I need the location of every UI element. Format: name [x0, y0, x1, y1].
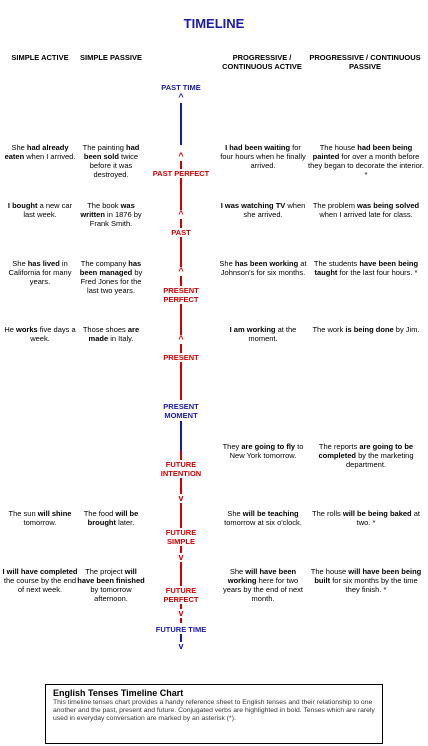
cell-future-simple-progressive-active: She will be teaching tomorrow at six o'clock. [224, 509, 302, 527]
column-header-simple-passive: SIMPLE PASSIVE [80, 53, 142, 62]
timeline-label-future-simple: FUTURE SIMPLE [156, 528, 206, 546]
cell-present-perfect-progressive-active: She has been working at Johnson's for six months. [219, 259, 307, 277]
cell-future-perfect-simple-passive: The project will have been finished by tomorrow afternoon. [77, 567, 145, 603]
timeline-label-past-time: PAST TIME [146, 83, 216, 92]
column-header-progressive-passive: PROGRESSIVE / CONTINUOUS PASSIVE [309, 53, 421, 71]
timeline-axis-past [180, 103, 182, 145]
cell-future-intention-progressive-active: They are going to fly to New York tomorrow. [222, 442, 304, 460]
cell-past-perfect-simple-passive: The painting had been sold twice before it was destroyed. [82, 143, 140, 179]
timeline-arrow-down: v [171, 553, 191, 562]
timeline-label-future-time: FUTURE TIME [146, 625, 216, 634]
cell-present-progressive-passive: The work is being done by Jim. [312, 325, 420, 334]
cell-present-perfect-progressive-passive: The students have been being taught for the last four hours. * [313, 259, 419, 277]
cell-present-progressive-active: I am working at the moment. [229, 325, 297, 343]
timeline-caret: ^ [171, 210, 191, 219]
cell-past-progressive-passive: The problem was being solved when I arrived late for class. [312, 201, 420, 219]
cell-past-perfect-progressive-passive: The house had been being painted for over a month before they began to decorate the interior. * [308, 143, 424, 179]
cell-future-perfect-progressive-passive: The house will have been being built for six months by the time they finish. * [310, 567, 422, 594]
column-header-simple-active: SIMPLE ACTIVE [11, 53, 69, 62]
timeline-axis-present-moment [180, 421, 182, 451]
cell-future-perfect-progressive-active: She will have been working here for two years by the end of next month. [222, 567, 304, 603]
cell-past-progressive-active: I was watching TV when she arrived. [220, 201, 306, 219]
cell-future-perfect-simple-active: I will have completed the course by the end of next week. [2, 567, 78, 594]
cell-past-simple-active: I bought a new car last week. [7, 201, 73, 219]
cell-past-perfect-simple-active: She had already eaten when I arrived. [4, 143, 76, 161]
info-box-heading: English Tenses Timeline Chart [53, 688, 184, 698]
timeline-label-present-moment: PRESENT MOMENT [156, 402, 206, 420]
timeline-arrow-bottom: v [178, 641, 184, 651]
column-header-progressive-active: PROGRESSIVE / CONTINUOUS ACTIVE [222, 53, 302, 71]
cell-future-simple-progressive-passive: The rolls will be being baked at two. * [312, 509, 420, 527]
info-box-body: This timeline tenses chart provides a handy reference sheet to English tenses and their relationship to one another and the past, present and future. Conjugated verbs are highlighted in bold. Tenses which are rarely used in everyday conversation are marked by an asterisk (*). [53, 699, 375, 722]
timeline-label-past-perfect: PAST PERFECT [146, 169, 216, 178]
timeline-label-future-perfect: FUTURE PERFECT [156, 586, 206, 604]
cell-future-simple-simple-active: The sun will shine tomorrow. [8, 509, 72, 527]
cell-present-simple-passive: Those shoes are made in Italy. [82, 325, 140, 343]
timeline-axis-middle [180, 155, 182, 400]
cell-present-perfect-simple-passive: The company has been managed by Fred Jones for the last two years. [79, 259, 143, 295]
timeline-caret: ^ [171, 152, 191, 161]
cell-present-perfect-simple-active: She has lived in California for many years. [8, 259, 72, 286]
timeline-label-present-perfect: PRESENT PERFECT [156, 286, 206, 304]
timeline-label-future-intention: FUTURE INTENTION [151, 460, 211, 478]
cell-past-simple-passive: The book was written in 1876 by Frank Smith. [80, 201, 142, 228]
timeline-label-past: PAST [161, 228, 201, 237]
cell-future-simple-simple-passive: The food will be brought later. [83, 509, 139, 527]
timeline-arrow-down: v [171, 609, 191, 618]
timeline-caret: ^ [171, 335, 191, 344]
info-box [45, 684, 383, 744]
timeline-label-present: PRESENT [156, 353, 206, 362]
page-title: TIMELINE [183, 16, 245, 31]
timeline-caret-top: ^ [178, 92, 184, 102]
timeline-caret: ^ [171, 267, 191, 276]
cell-future-intention-progressive-passive: The reports are going to be completed by the marketing department. [318, 442, 414, 469]
cell-past-perfect-progressive-active: I had been waiting for four hours when he finally arrived. [220, 143, 306, 170]
cell-present-simple-active: He works five days a week. [4, 325, 76, 343]
timeline-arrow-down: v [171, 494, 191, 503]
